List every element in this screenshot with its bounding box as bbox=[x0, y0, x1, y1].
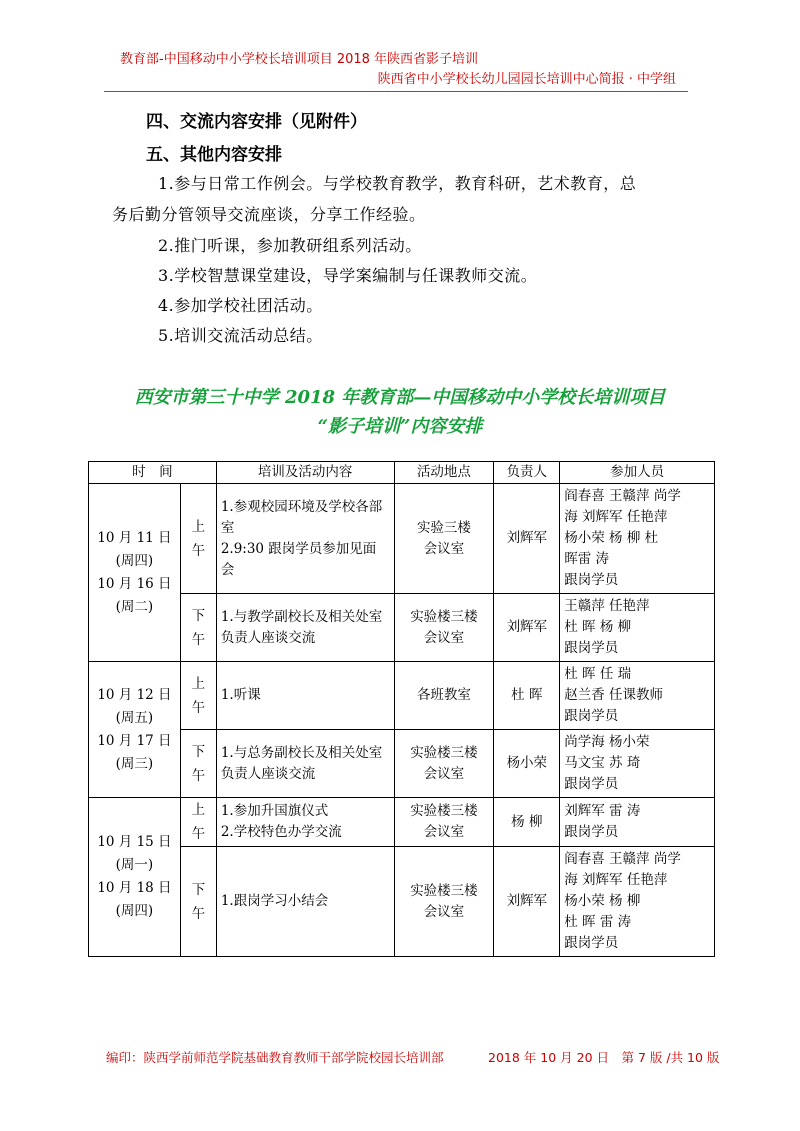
activity-line: 1.跟岗学习小结会 bbox=[220, 893, 329, 909]
leader-cell: 杨小荣 bbox=[494, 730, 560, 798]
table-row bbox=[89, 730, 715, 798]
period-char: 午 bbox=[191, 631, 206, 648]
activity-cell bbox=[216, 484, 394, 594]
participants-line: 马文宝 苏 琦 bbox=[564, 755, 641, 771]
item-1-line-2: 务后勤分管领导交流座谈，分享工作经验。 bbox=[112, 205, 426, 224]
period-cell bbox=[180, 484, 216, 594]
location-line: 实验三楼 bbox=[416, 519, 471, 536]
leader-cell: 杨 柳 bbox=[494, 798, 560, 847]
participants-line: 跟岗学员 bbox=[564, 708, 619, 724]
date-line: 10 月 18 日 bbox=[97, 880, 172, 896]
period-char: 午 bbox=[191, 826, 206, 842]
participants-line: 晖雷 涛 bbox=[564, 551, 610, 567]
period-char: 上 bbox=[191, 802, 206, 818]
leader-cell: 杜 晖 bbox=[494, 662, 560, 730]
period-char: 午 bbox=[191, 542, 206, 559]
location-line: 会议室 bbox=[423, 903, 465, 920]
participants-line: 杨小荣 杨 柳 杜 bbox=[564, 530, 659, 546]
date-line: 10 月 15 日 bbox=[97, 834, 172, 850]
period-char: 午 bbox=[191, 699, 206, 716]
date-cell bbox=[89, 662, 181, 798]
location-line: 实验楼三楼 bbox=[410, 803, 478, 819]
date-line: (周四) bbox=[115, 552, 154, 569]
date-line: (周五) bbox=[115, 709, 154, 726]
date-line: 10 月 17 日 bbox=[97, 732, 172, 749]
date-line: (周三) bbox=[115, 755, 154, 772]
period-char: 午 bbox=[191, 905, 206, 922]
location-cell bbox=[394, 484, 494, 594]
section-heading-5: 五、其他内容安排 bbox=[146, 145, 282, 165]
header-leader: 负责人 bbox=[494, 462, 560, 484]
location-line: 会议室 bbox=[423, 824, 465, 840]
date-line: (周一) bbox=[115, 857, 154, 873]
activity-cell bbox=[216, 847, 394, 957]
header-line-1: 教育部-中国移动中小学校长培训项目 2018 年陕西省影子培训 bbox=[120, 52, 479, 67]
participants-cell bbox=[560, 798, 715, 847]
date-cell bbox=[89, 484, 181, 662]
table-row bbox=[89, 847, 715, 957]
period-char: 下 bbox=[191, 881, 206, 898]
header-line-2: 陕西省中小学校长幼儿园园长培训中心简报 · 中学组 bbox=[377, 72, 676, 87]
location-line: 会议室 bbox=[423, 629, 465, 646]
activity-line: 1.听课 bbox=[220, 687, 261, 703]
footer-publisher: 编印：陕西学前师范学院基础教育教师干部学院校园长培训部 bbox=[106, 1050, 444, 1065]
location-cell bbox=[394, 847, 494, 957]
item-4: 4.参加学校社团活动。 bbox=[158, 296, 323, 315]
date-line: 10 月 16 日 bbox=[97, 575, 172, 592]
activity-cell bbox=[216, 730, 394, 798]
table-title-line-1: 西安市第三十中学 2018 年教育部—中国移动中小学校长培训项目 bbox=[134, 387, 666, 408]
table-title-line-2: “影子培训”内容安排 bbox=[317, 416, 483, 437]
period-char: 上 bbox=[191, 675, 206, 692]
header-divider bbox=[104, 91, 688, 92]
participants-line: 阎春喜 王赣萍 尚学 bbox=[564, 851, 681, 867]
participants-line: 跟岗学员 bbox=[564, 824, 619, 840]
location-line: 实验楼三楼 bbox=[410, 744, 478, 761]
period-cell bbox=[180, 847, 216, 957]
participants-line: 尚学海 杨小荣 bbox=[564, 734, 650, 750]
period-char: 午 bbox=[191, 767, 206, 784]
leader-cell: 刘辉军 bbox=[494, 594, 560, 662]
table-row bbox=[89, 594, 715, 662]
activity-line: 2.学校特色办学交流 bbox=[220, 824, 342, 840]
header-participants: 参加人员 bbox=[560, 462, 715, 484]
activity-line: 2.9:30 跟岗学员参加见面会 bbox=[220, 540, 377, 578]
participants-line: 海 刘辉军 任艳萍 bbox=[564, 872, 668, 888]
period-cell bbox=[180, 730, 216, 798]
table-header-row bbox=[89, 462, 715, 484]
participants-line: 王赣萍 任艳萍 bbox=[564, 598, 650, 614]
period-char: 上 bbox=[191, 518, 206, 535]
location-line: 实验楼三楼 bbox=[410, 882, 478, 899]
table-row bbox=[89, 798, 715, 847]
participants-line: 跟岗学员 bbox=[564, 640, 619, 656]
activity-line: 1.与总务副校长及相关处室负责人座谈交流 bbox=[220, 744, 383, 782]
location-cell bbox=[394, 594, 494, 662]
header-location: 活动地点 bbox=[394, 462, 494, 484]
date-cell bbox=[89, 798, 181, 957]
participants-line: 海 刘辉军 任艳萍 bbox=[564, 509, 668, 525]
participants-cell bbox=[560, 484, 715, 594]
location-line: 会议室 bbox=[423, 540, 465, 557]
participants-line: 跟岗学员 bbox=[564, 572, 619, 588]
period-cell bbox=[180, 798, 216, 847]
header-time: 时 间 bbox=[89, 462, 217, 484]
activity-line: 1.参加升国旗仪式 bbox=[220, 803, 329, 819]
participants-line: 阎春喜 王赣萍 尚学 bbox=[564, 488, 681, 504]
participants-line: 杜 晖 雷 涛 bbox=[564, 914, 632, 930]
period-char: 下 bbox=[191, 607, 206, 624]
location-cell bbox=[394, 730, 494, 798]
location-line: 实验楼三楼 bbox=[410, 608, 478, 625]
participants-cell bbox=[560, 594, 715, 662]
participants-line: 跟岗学员 bbox=[564, 935, 619, 951]
participants-line: 杨小荣 杨 柳 bbox=[564, 893, 641, 909]
location-cell bbox=[394, 662, 494, 730]
activity-cell bbox=[216, 798, 394, 847]
participants-line: 赵兰香 任课教师 bbox=[564, 687, 664, 703]
period-char: 下 bbox=[191, 743, 206, 760]
leader-cell: 刘辉军 bbox=[494, 484, 560, 594]
date-line: (周二) bbox=[115, 598, 154, 615]
activity-cell bbox=[216, 594, 394, 662]
participants-line: 刘辉军 雷 涛 bbox=[564, 803, 641, 819]
location-line: 各班教室 bbox=[416, 687, 471, 703]
participants-cell bbox=[560, 662, 715, 730]
section-heading-4: 四、交流内容安排（见附件） bbox=[146, 112, 367, 132]
table-row bbox=[89, 662, 715, 730]
schedule-table bbox=[88, 461, 715, 957]
location-line: 会议室 bbox=[423, 765, 465, 782]
participants-line: 跟岗学员 bbox=[564, 776, 619, 792]
item-5: 5.培训交流活动总结。 bbox=[158, 326, 323, 345]
participants-cell bbox=[560, 730, 715, 798]
participants-line: 杜 晖 杨 柳 bbox=[564, 619, 632, 635]
item-3: 3.学校智慧课堂建设，导学案编制与任课教师交流。 bbox=[158, 266, 538, 285]
date-line: (周四) bbox=[115, 903, 154, 919]
footer-date-page: 2018 年 10 月 20 日 第 7 版 /共 10 版 bbox=[488, 1050, 720, 1065]
location-cell bbox=[394, 798, 494, 847]
period-cell bbox=[180, 594, 216, 662]
date-line: 10 月 12 日 bbox=[97, 686, 172, 703]
activity-cell bbox=[216, 662, 394, 730]
date-line: 10 月 11 日 bbox=[97, 529, 172, 546]
table-row bbox=[89, 484, 715, 594]
activity-line: 1.与教学副校长及相关处室负责人座谈交流 bbox=[220, 608, 383, 646]
activity-line: 1.参观校园环境及学校各部室 bbox=[220, 498, 383, 536]
period-cell bbox=[180, 662, 216, 730]
leader-cell: 刘辉军 bbox=[494, 847, 560, 957]
item-2: 2.推门听课，参加教研组系列活动。 bbox=[158, 236, 422, 255]
participants-cell bbox=[560, 847, 715, 957]
item-1-line-1: 1.参与日常工作例会。与学校教育教学，教育科研，艺术教育，总 bbox=[158, 174, 637, 193]
participants-line: 杜 晖 任 瑞 bbox=[564, 666, 632, 682]
header-activity: 培训及活动内容 bbox=[216, 462, 394, 484]
